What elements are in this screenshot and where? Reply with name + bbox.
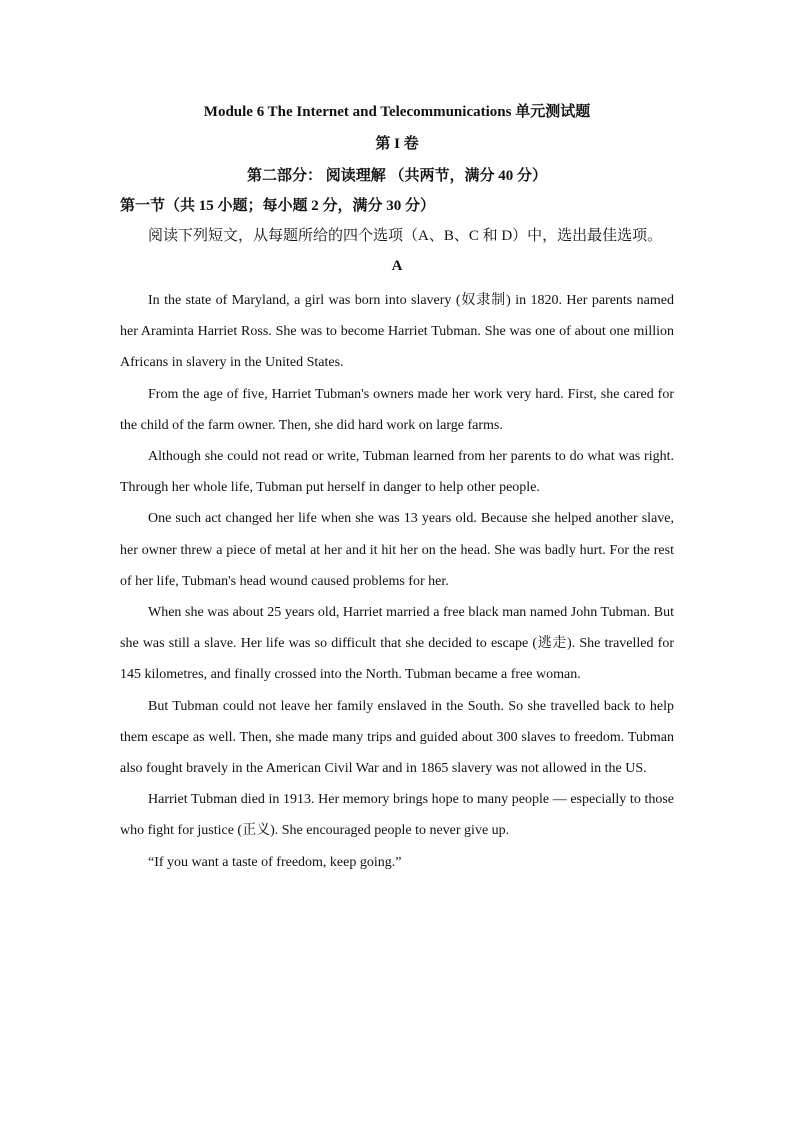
volume-label: 第 I 卷	[375, 136, 419, 152]
passage-paragraph-3: Although she could not read or write, Tubman learned from her parents to do what was right. Through her whole life, Tubman put herself in danger to help other people.	[120, 449, 674, 496]
passage-paragraph-5: When she was about 25 years old, Harriet married a free black man named John Tubman. But she was still a slave. Her life was so difficult that she decided to escape (逃走). She travelled for 145 kilometres, and finally crossed into the North. Tubman became a free woman.	[120, 605, 674, 683]
section-heading: 第一节（共 15 小题；每小题 2 分，满分 30 分）	[120, 198, 436, 214]
document-title: Module 6 The Internet and Telecommunications 单元测试题	[203, 104, 591, 120]
passage-paragraph-6: But Tubman could not leave her family enslaved in the South. So she travelled back to help them escape as well. Then, she made many trips and guided about 300 slaves to freedom. Tubman also fought bravely in the American Civil War and in 1865 slavery was not allowed in the US.	[120, 698, 674, 777]
page-content	[120, 99, 674, 878]
passage-paragraph-1: In the state of Maryland, a girl was born into slavery (奴隶制) in 1820. Her parents named her Araminta Harriet Ross. She was to become Harriet Tubman. She was one of about one million Africans in slavery in the United States.	[120, 293, 674, 371]
passage-paragraph-7: Harriet Tubman died in 1913. Her memory brings hope to many people — especially to those who fight for justice (正义). She encouraged people to never give up.	[120, 792, 674, 839]
passage-label: A	[391, 258, 403, 274]
passage-paragraph-2: From the age of five, Harriet Tubman's owners made her work very hard. First, she cared for the child of the farm owner. Then, she did hard work on large farms.	[120, 386, 674, 433]
passage-paragraph-4: One such act changed her life when she was 13 years old. Because she helped another slave, her owner threw a piece of metal at her and it hit her on the head. She was badly hurt. For the rest of her life, Tubman's head wound caused problems for her.	[120, 511, 674, 589]
part-heading: 第二部分： 阅读理解 （共两节，满分 40 分）	[246, 168, 547, 184]
passage-paragraph-8: “If you want a taste of freedom, keep going.”	[148, 854, 402, 870]
instruction-text: 阅读下列短文，从每题所给的四个选项（A、B、C 和 D）中，选出最佳选项。	[148, 228, 663, 244]
